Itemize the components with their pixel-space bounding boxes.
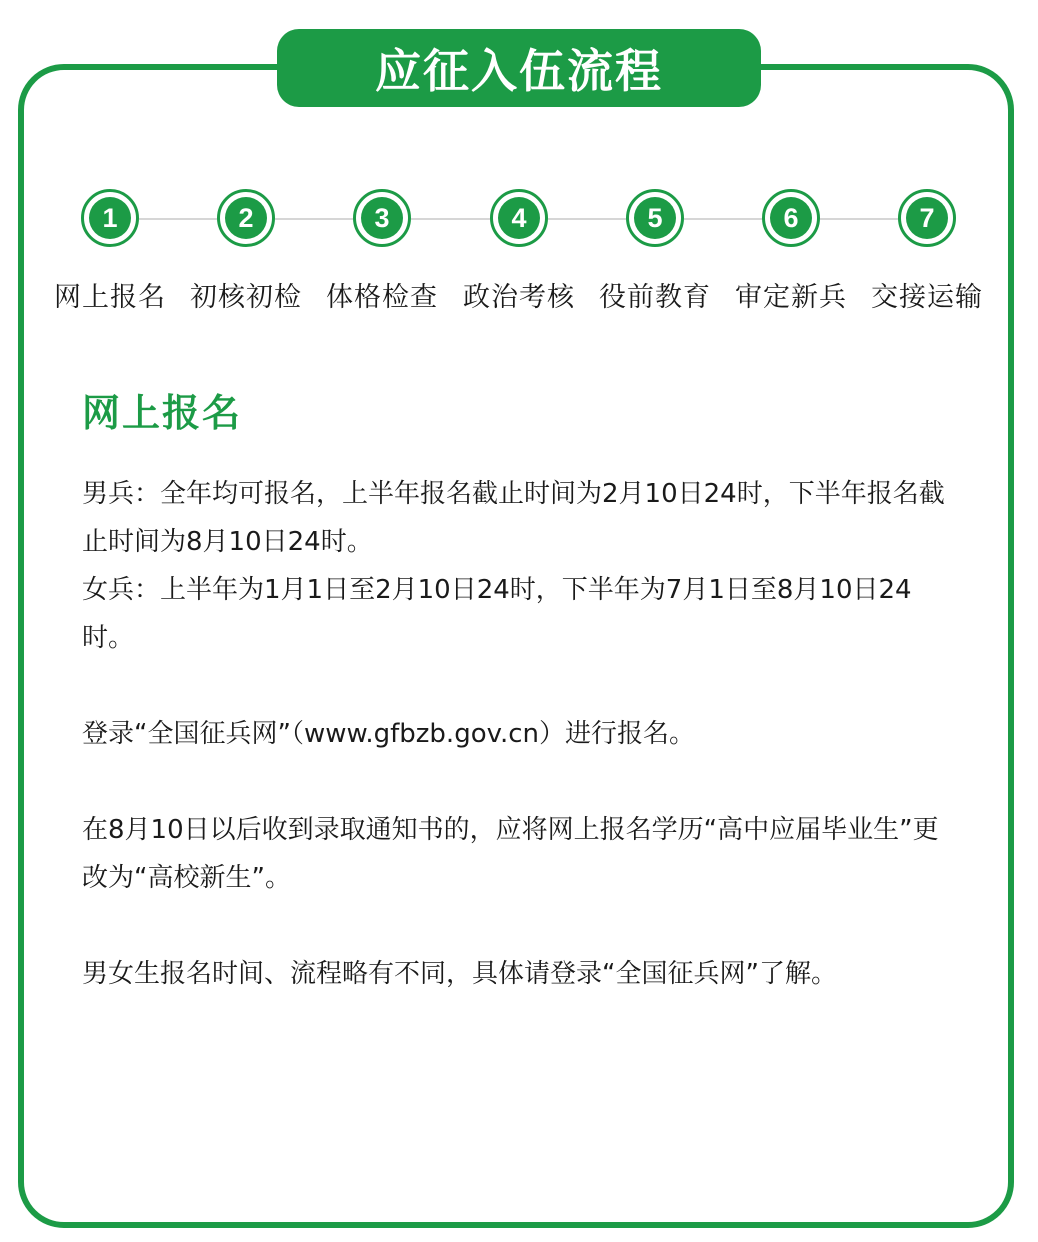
step-label: 政治考核 xyxy=(463,282,575,313)
step-item-5[interactable] xyxy=(590,189,720,314)
step-label: 审定新兵 xyxy=(735,282,847,313)
step-item-2[interactable] xyxy=(181,189,311,314)
step-item-7[interactable] xyxy=(862,189,992,314)
step-label: 役前教育 xyxy=(599,282,711,313)
page-title xyxy=(277,29,761,107)
step-item-3[interactable] xyxy=(317,189,447,314)
process-steps xyxy=(0,189,1038,329)
step-label: 网上报名 xyxy=(54,282,166,313)
step-number: 7 xyxy=(906,197,948,239)
step-label: 初核初检 xyxy=(190,282,302,313)
step-number-badge xyxy=(626,189,684,247)
paragraph-login-site: 登录“全国征兵网”（www.gfbzb.gov.cn）进行报名。 xyxy=(82,719,696,749)
step-number-badge xyxy=(81,189,139,247)
step-number: 4 xyxy=(498,197,540,239)
step-label: 交接运输 xyxy=(871,282,983,313)
section-content xyxy=(82,470,962,998)
step-number-badge xyxy=(353,189,411,247)
page-title-text: 应征入伍流程 xyxy=(375,44,663,98)
step-number: 3 xyxy=(361,197,403,239)
paragraph-female-registration: 女兵：上半年为1月1日至2月10日24时，下半年为7月1日至8月10日24时。 xyxy=(82,575,912,653)
step-item-1[interactable] xyxy=(45,189,175,314)
step-number: 1 xyxy=(89,197,131,239)
paragraph-note: 男女生报名时间、流程略有不同，具体请登录“全国征兵网”了解。 xyxy=(82,959,837,989)
step-number-badge xyxy=(217,189,275,247)
paragraph-male-registration: 男兵：全年均可报名，上半年报名截止时间为2月10日24时，下半年报名截止时间为8月10日24时。 xyxy=(82,479,945,557)
step-number: 5 xyxy=(634,197,676,239)
step-number: 6 xyxy=(770,197,812,239)
step-number-badge xyxy=(762,189,820,247)
step-item-6[interactable] xyxy=(726,189,856,314)
paragraph-education-update: 在8月10日以后收到录取通知书的，应将网上报名学历“高中应届毕业生”更改为“高校新生”。 xyxy=(82,815,939,893)
step-number: 2 xyxy=(225,197,267,239)
step-label: 体格检查 xyxy=(326,282,438,313)
step-number-badge xyxy=(490,189,548,247)
section-title: 网上报名 xyxy=(82,391,243,435)
step-number-badge xyxy=(898,189,956,247)
step-item-4[interactable] xyxy=(454,189,584,314)
